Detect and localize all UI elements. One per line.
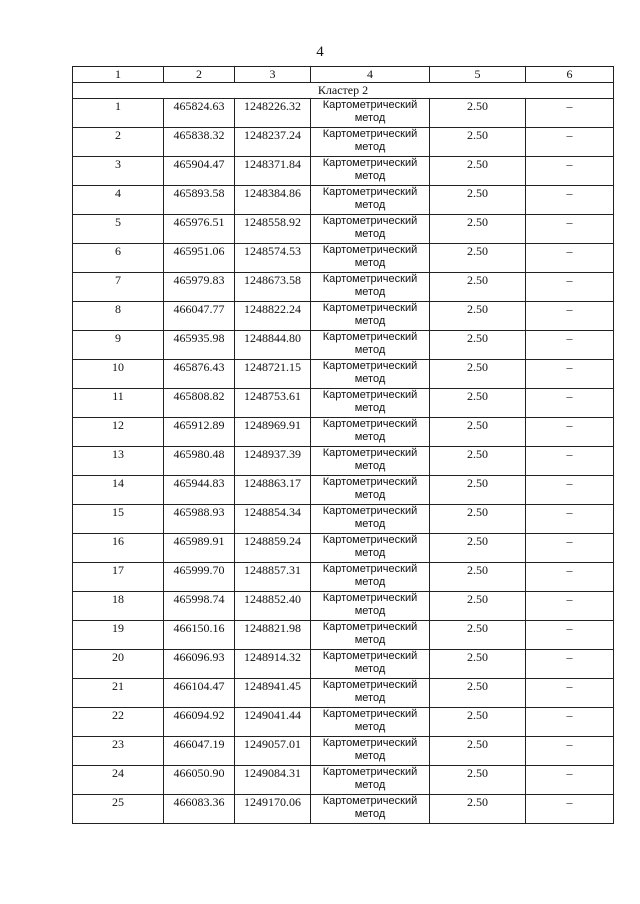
accuracy-cell: 2.50 <box>430 650 526 679</box>
y-coordinate-cell: 1249041.44 <box>235 708 311 737</box>
y-coordinate-cell: 1249170.06 <box>235 795 311 824</box>
method-cell: Картометрический метод <box>311 505 430 534</box>
point-number-cell: 17 <box>73 563 164 592</box>
accuracy-cell: 2.50 <box>430 389 526 418</box>
note-cell: – <box>526 708 614 737</box>
y-coordinate-cell: 1248558.92 <box>235 215 311 244</box>
header-cell-1: 1 <box>73 67 164 83</box>
table-row <box>73 766 614 795</box>
method-cell: Картометрический метод <box>311 708 430 737</box>
accuracy-cell: 2.50 <box>430 708 526 737</box>
note-cell: – <box>526 563 614 592</box>
table-row <box>73 244 614 273</box>
method-cell: Картометрический метод <box>311 215 430 244</box>
accuracy-cell: 2.50 <box>430 534 526 563</box>
x-coordinate-cell: 465976.51 <box>164 215 235 244</box>
point-number-cell: 1 <box>73 99 164 128</box>
table-row <box>73 592 614 621</box>
table-row <box>73 534 614 563</box>
y-coordinate-cell: 1248753.61 <box>235 389 311 418</box>
x-coordinate-cell: 466047.19 <box>164 737 235 766</box>
note-cell: – <box>526 273 614 302</box>
point-number-cell: 6 <box>73 244 164 273</box>
note-cell: – <box>526 621 614 650</box>
point-number-cell: 5 <box>73 215 164 244</box>
accuracy-cell: 2.50 <box>430 447 526 476</box>
note-cell: – <box>526 737 614 766</box>
y-coordinate-cell: 1248969.91 <box>235 418 311 447</box>
method-cell: Картометрический метод <box>311 302 430 331</box>
table-header-row <box>73 67 614 83</box>
table-row <box>73 389 614 418</box>
header-cell-2: 2 <box>164 67 235 83</box>
y-coordinate-cell: 1249057.01 <box>235 737 311 766</box>
accuracy-cell: 2.50 <box>430 157 526 186</box>
accuracy-cell: 2.50 <box>430 766 526 795</box>
x-coordinate-cell: 466094.92 <box>164 708 235 737</box>
x-coordinate-cell: 465944.83 <box>164 476 235 505</box>
note-cell: – <box>526 128 614 157</box>
point-number-cell: 7 <box>73 273 164 302</box>
note-cell: – <box>526 215 614 244</box>
accuracy-cell: 2.50 <box>430 795 526 824</box>
table-row <box>73 737 614 766</box>
point-number-cell: 25 <box>73 795 164 824</box>
method-cell: Картометрический метод <box>311 592 430 621</box>
x-coordinate-cell: 465989.91 <box>164 534 235 563</box>
cluster-title: Кластер 2 <box>73 83 614 99</box>
table-row <box>73 331 614 360</box>
header-cell-3: 3 <box>235 67 311 83</box>
note-cell: – <box>526 650 614 679</box>
point-number-cell: 8 <box>73 302 164 331</box>
accuracy-cell: 2.50 <box>430 360 526 389</box>
header-cell-6: 6 <box>526 67 614 83</box>
accuracy-cell: 2.50 <box>430 331 526 360</box>
accuracy-cell: 2.50 <box>430 418 526 447</box>
note-cell: – <box>526 766 614 795</box>
table-row <box>73 128 614 157</box>
note-cell: – <box>526 592 614 621</box>
point-number-cell: 24 <box>73 766 164 795</box>
note-cell: – <box>526 505 614 534</box>
y-coordinate-cell: 1248673.58 <box>235 273 311 302</box>
accuracy-cell: 2.50 <box>430 592 526 621</box>
table-row <box>73 476 614 505</box>
note-cell: – <box>526 331 614 360</box>
x-coordinate-cell: 465998.74 <box>164 592 235 621</box>
point-number-cell: 9 <box>73 331 164 360</box>
method-cell: Картометрический метод <box>311 621 430 650</box>
y-coordinate-cell: 1248822.24 <box>235 302 311 331</box>
method-cell: Картометрический метод <box>311 737 430 766</box>
table-row <box>73 186 614 215</box>
x-coordinate-cell: 466150.16 <box>164 621 235 650</box>
method-cell: Картометрический метод <box>311 563 430 592</box>
x-coordinate-cell: 465988.93 <box>164 505 235 534</box>
method-cell: Картометрический метод <box>311 244 430 273</box>
y-coordinate-cell: 1248852.40 <box>235 592 311 621</box>
y-coordinate-cell: 1248574.53 <box>235 244 311 273</box>
x-coordinate-cell: 465824.63 <box>164 99 235 128</box>
page-number: 4 <box>316 44 324 60</box>
x-coordinate-cell: 465912.89 <box>164 418 235 447</box>
point-number-cell: 15 <box>73 505 164 534</box>
point-number-cell: 14 <box>73 476 164 505</box>
y-coordinate-cell: 1248854.34 <box>235 505 311 534</box>
accuracy-cell: 2.50 <box>430 215 526 244</box>
note-cell: – <box>526 157 614 186</box>
note-cell: – <box>526 389 614 418</box>
method-cell: Картометрический метод <box>311 99 430 128</box>
note-cell: – <box>526 534 614 563</box>
note-cell: – <box>526 99 614 128</box>
y-coordinate-cell: 1249084.31 <box>235 766 311 795</box>
method-cell: Картометрический метод <box>311 157 430 186</box>
header-cell-4: 4 <box>311 67 430 83</box>
point-number-cell: 11 <box>73 389 164 418</box>
method-cell: Картометрический метод <box>311 389 430 418</box>
table-row <box>73 679 614 708</box>
x-coordinate-cell: 466083.36 <box>164 795 235 824</box>
y-coordinate-cell: 1248844.80 <box>235 331 311 360</box>
accuracy-cell: 2.50 <box>430 302 526 331</box>
method-cell: Картометрический метод <box>311 186 430 215</box>
x-coordinate-cell: 465999.70 <box>164 563 235 592</box>
accuracy-cell: 2.50 <box>430 621 526 650</box>
method-cell: Картометрический метод <box>311 766 430 795</box>
point-number-cell: 22 <box>73 708 164 737</box>
table-row <box>73 621 614 650</box>
x-coordinate-cell: 466047.77 <box>164 302 235 331</box>
y-coordinate-cell: 1248863.17 <box>235 476 311 505</box>
table-row <box>73 650 614 679</box>
accuracy-cell: 2.50 <box>430 737 526 766</box>
x-coordinate-cell: 465980.48 <box>164 447 235 476</box>
y-coordinate-cell: 1248226.32 <box>235 99 311 128</box>
point-number-cell: 20 <box>73 650 164 679</box>
method-cell: Картометрический метод <box>311 418 430 447</box>
y-coordinate-cell: 1248859.24 <box>235 534 311 563</box>
x-coordinate-cell: 465876.43 <box>164 360 235 389</box>
accuracy-cell: 2.50 <box>430 476 526 505</box>
point-number-cell: 21 <box>73 679 164 708</box>
note-cell: – <box>526 447 614 476</box>
method-cell: Картометрический метод <box>311 476 430 505</box>
note-cell: – <box>526 418 614 447</box>
cluster-title-row <box>73 83 614 99</box>
x-coordinate-cell: 465838.32 <box>164 128 235 157</box>
y-coordinate-cell: 1248371.84 <box>235 157 311 186</box>
x-coordinate-cell: 466096.93 <box>164 650 235 679</box>
accuracy-cell: 2.50 <box>430 99 526 128</box>
point-number-cell: 13 <box>73 447 164 476</box>
x-coordinate-cell: 466104.47 <box>164 679 235 708</box>
table-row <box>73 157 614 186</box>
method-cell: Картометрический метод <box>311 679 430 708</box>
x-coordinate-cell: 465935.98 <box>164 331 235 360</box>
accuracy-cell: 2.50 <box>430 244 526 273</box>
method-cell: Картометрический метод <box>311 447 430 476</box>
table-row <box>73 505 614 534</box>
y-coordinate-cell: 1248914.32 <box>235 650 311 679</box>
x-coordinate-cell: 465904.47 <box>164 157 235 186</box>
x-coordinate-cell: 465808.82 <box>164 389 235 418</box>
method-cell: Картометрический метод <box>311 273 430 302</box>
method-cell: Картометрический метод <box>311 650 430 679</box>
point-number-cell: 3 <box>73 157 164 186</box>
point-number-cell: 18 <box>73 592 164 621</box>
table-row <box>73 99 614 128</box>
point-number-cell: 2 <box>73 128 164 157</box>
y-coordinate-cell: 1248721.15 <box>235 360 311 389</box>
x-coordinate-cell: 466050.90 <box>164 766 235 795</box>
y-coordinate-cell: 1248937.39 <box>235 447 311 476</box>
coordinates-table <box>72 66 614 824</box>
table-row <box>73 708 614 737</box>
point-number-cell: 12 <box>73 418 164 447</box>
table-row <box>73 273 614 302</box>
note-cell: – <box>526 360 614 389</box>
x-coordinate-cell: 465979.83 <box>164 273 235 302</box>
method-cell: Картометрический метод <box>311 360 430 389</box>
note-cell: – <box>526 186 614 215</box>
accuracy-cell: 2.50 <box>430 505 526 534</box>
note-cell: – <box>526 476 614 505</box>
table-row <box>73 360 614 389</box>
table-row <box>73 418 614 447</box>
y-coordinate-cell: 1248821.98 <box>235 621 311 650</box>
note-cell: – <box>526 302 614 331</box>
method-cell: Картометрический метод <box>311 795 430 824</box>
note-cell: – <box>526 679 614 708</box>
table-row <box>73 795 614 824</box>
point-number-cell: 19 <box>73 621 164 650</box>
accuracy-cell: 2.50 <box>430 186 526 215</box>
table-row <box>73 447 614 476</box>
y-coordinate-cell: 1248384.86 <box>235 186 311 215</box>
point-number-cell: 23 <box>73 737 164 766</box>
table-row <box>73 563 614 592</box>
method-cell: Картометрический метод <box>311 331 430 360</box>
accuracy-cell: 2.50 <box>430 273 526 302</box>
point-number-cell: 10 <box>73 360 164 389</box>
note-cell: – <box>526 795 614 824</box>
accuracy-cell: 2.50 <box>430 128 526 157</box>
accuracy-cell: 2.50 <box>430 563 526 592</box>
y-coordinate-cell: 1248237.24 <box>235 128 311 157</box>
note-cell: – <box>526 244 614 273</box>
table-row <box>73 302 614 331</box>
method-cell: Картометрический метод <box>311 534 430 563</box>
accuracy-cell: 2.50 <box>430 679 526 708</box>
y-coordinate-cell: 1248941.45 <box>235 679 311 708</box>
header-cell-5: 5 <box>430 67 526 83</box>
x-coordinate-cell: 465893.58 <box>164 186 235 215</box>
table-row <box>73 215 614 244</box>
point-number-cell: 4 <box>73 186 164 215</box>
point-number-cell: 16 <box>73 534 164 563</box>
method-cell: Картометрический метод <box>311 128 430 157</box>
x-coordinate-cell: 465951.06 <box>164 244 235 273</box>
y-coordinate-cell: 1248857.31 <box>235 563 311 592</box>
